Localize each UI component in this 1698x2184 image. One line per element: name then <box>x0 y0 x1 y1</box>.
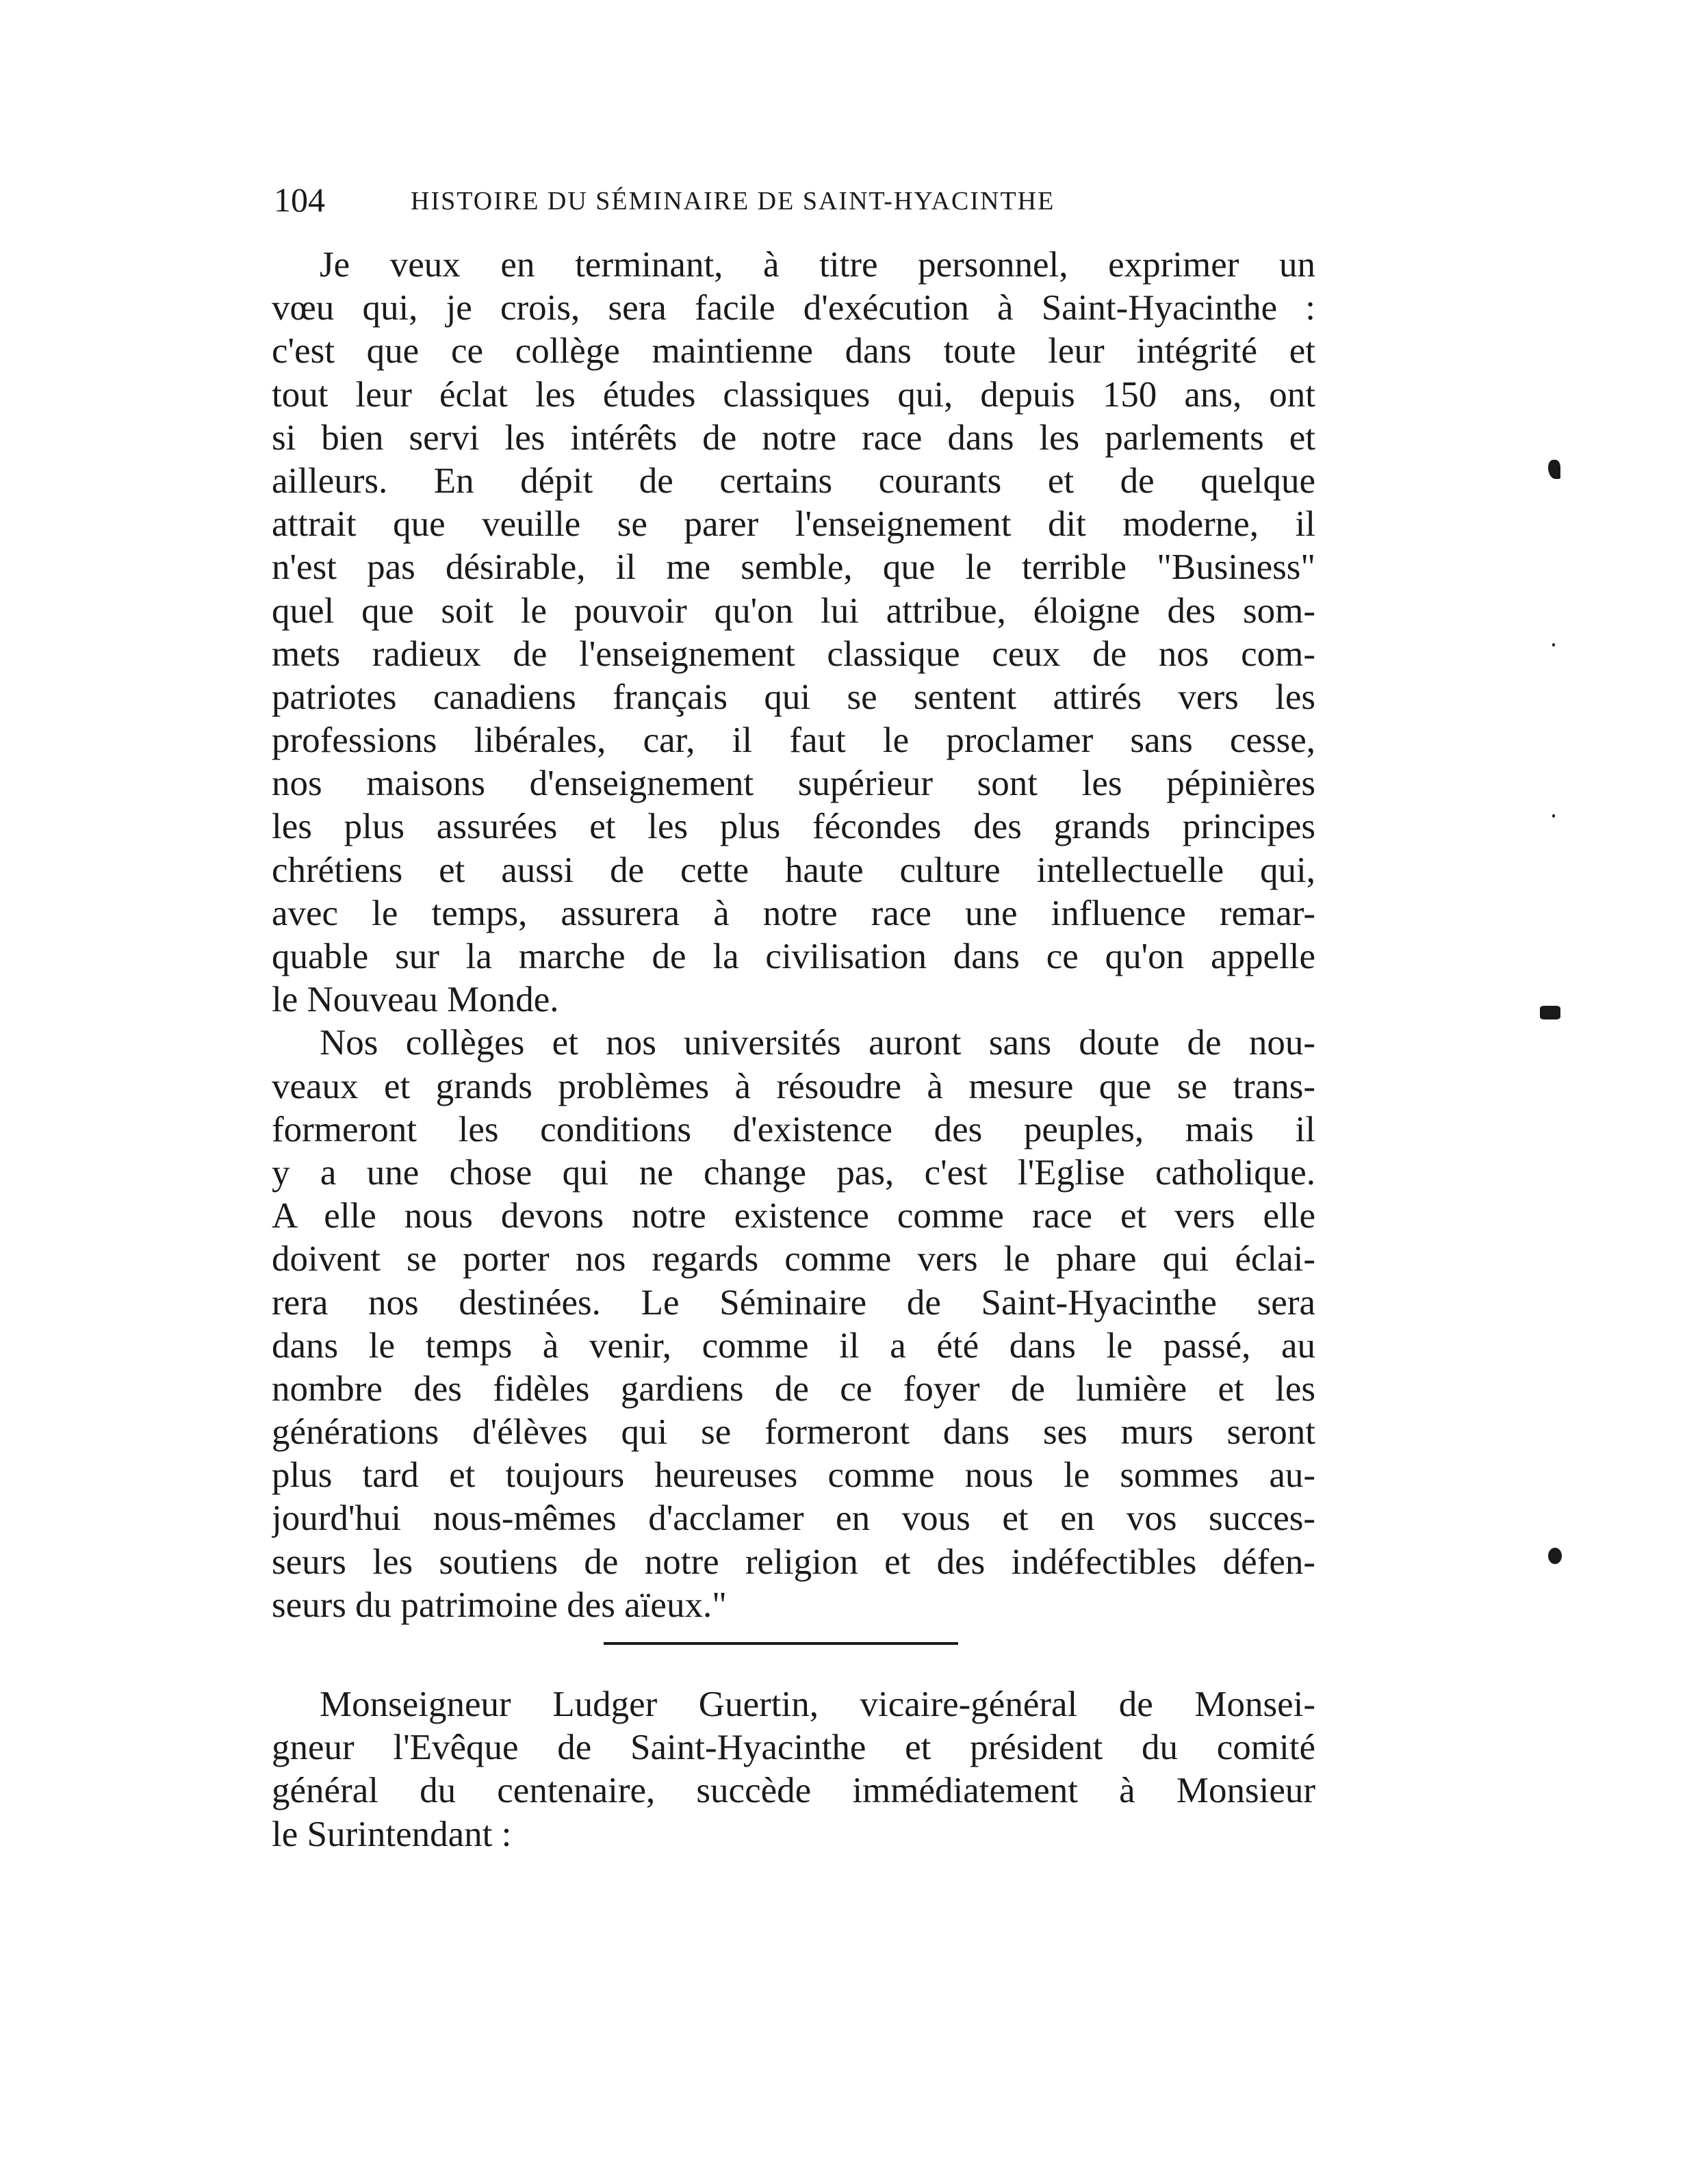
text-line: Monseigneur Ludger Guertin, vicaire-général de Monsei- <box>320 1685 1315 1724</box>
text-line: jourd'hui nous-mêmes d'acclamer en vous et en vos succes- <box>272 1498 1315 1539</box>
text-line: rera nos destinées. Le Séminaire de Saint-Hyacinthe sera <box>272 1282 1315 1323</box>
text-line: vœu qui, je crois, sera facile d'exécution à Saint-Hyacinthe : <box>272 288 1315 328</box>
text-line: y a une chose qui ne change pas, c'est l'Eglise catholique. <box>272 1152 1315 1193</box>
text-line: générations d'élèves qui se formeront dans ses murs seront <box>272 1412 1315 1453</box>
text-line: doivent se porter nos regards comme vers le phare qui éclai- <box>272 1239 1315 1279</box>
text-line: n'est pas désirable, il me semble, que le terrible "Business" <box>272 547 1315 588</box>
text-line: tout leur éclat les études classiques qui, depuis 150 ans, ont <box>272 374 1315 415</box>
text-line: seurs les soutiens de notre religion et des indéfectibles défen- <box>272 1542 1315 1582</box>
text-line: veaux et grands problèmes à résoudre à mesure que se trans- <box>272 1066 1315 1106</box>
text-line: quel que soit le pouvoir qu'on lui attribue, éloigne des som- <box>272 590 1315 631</box>
text-line: quable sur la marche de la civilisation dans ce qu'on appelle <box>272 937 1315 976</box>
running-header <box>274 179 1184 220</box>
ink-speck <box>1548 460 1560 479</box>
ink-speck <box>1552 643 1555 647</box>
speech-text <box>272 244 1315 1627</box>
text-line: les plus assurées et les plus fécondes des grands principes <box>272 807 1315 847</box>
text-line: patriotes canadiens français qui se sentent attirés vers les <box>272 677 1315 717</box>
text-line: ailleurs. En dépit de certains courants et de quelque <box>272 460 1315 501</box>
narration-text <box>272 1683 1315 1856</box>
text-line: A elle nous devons notre existence comme race et vers elle <box>272 1196 1315 1236</box>
page-number: 104 <box>274 181 325 219</box>
text-line: mets radieux de l'enseignement classique ceux de nos com- <box>272 634 1315 674</box>
text-line: général du centenaire, succède immédiatement à Monsieur <box>272 1771 1315 1811</box>
text-line: formeront les conditions d'existence des peuples, mais il <box>272 1109 1315 1149</box>
ink-speck <box>1552 814 1555 818</box>
text-line: nos maisons d'enseignement supérieur sont les pépinières <box>272 764 1315 804</box>
text-line: seurs du patrimoine des aïeux." <box>272 1585 727 1625</box>
text-line: attrait que veuille se parer l'enseignement dit moderne, il <box>272 504 1315 545</box>
text-line: gneur l'Evêque de Saint-Hyacinthe et président du comité <box>272 1728 1315 1768</box>
paragraph <box>272 1022 1315 1627</box>
text-line: chrétiens et aussi de cette haute culture intellectuelle qui, <box>272 850 1315 890</box>
text-line: Je veux en terminant, à titre personnel, exprimer un <box>320 245 1315 285</box>
ink-speck <box>1540 1006 1560 1019</box>
text-line: c'est que ce collège maintienne dans toute leur intégrité et <box>272 331 1315 372</box>
text-line: dans le temps à venir, comme il a été dans le passé, au <box>272 1325 1315 1366</box>
text-line: professions libérales, car, il faut le proclamer sans cesse, <box>272 720 1315 761</box>
paragraph <box>272 1683 1315 1856</box>
running-title: HISTOIRE DU SÉMINAIRE DE SAINT-HYACINTHE <box>411 187 1055 216</box>
text-line: nombre des fidèles gardiens de ce foyer de lumière et les <box>272 1368 1315 1409</box>
paragraph <box>272 244 1315 1022</box>
ink-speck <box>1548 1548 1562 1564</box>
text-line: le Surintendant : <box>272 1814 512 1854</box>
text-line: plus tard et toujours heureuses comme nous le sommes au- <box>272 1455 1315 1496</box>
section-divider <box>604 1642 958 1645</box>
text-line: avec le temps, assurera à notre race une influence remar- <box>272 893 1315 933</box>
text-line: Nos collèges et nos universités auront sans doute de nou- <box>320 1023 1315 1063</box>
text-line: le Nouveau Monde. <box>272 980 559 1020</box>
text-line: si bien servi les intérêts de notre race dans les parlements et <box>272 417 1315 458</box>
